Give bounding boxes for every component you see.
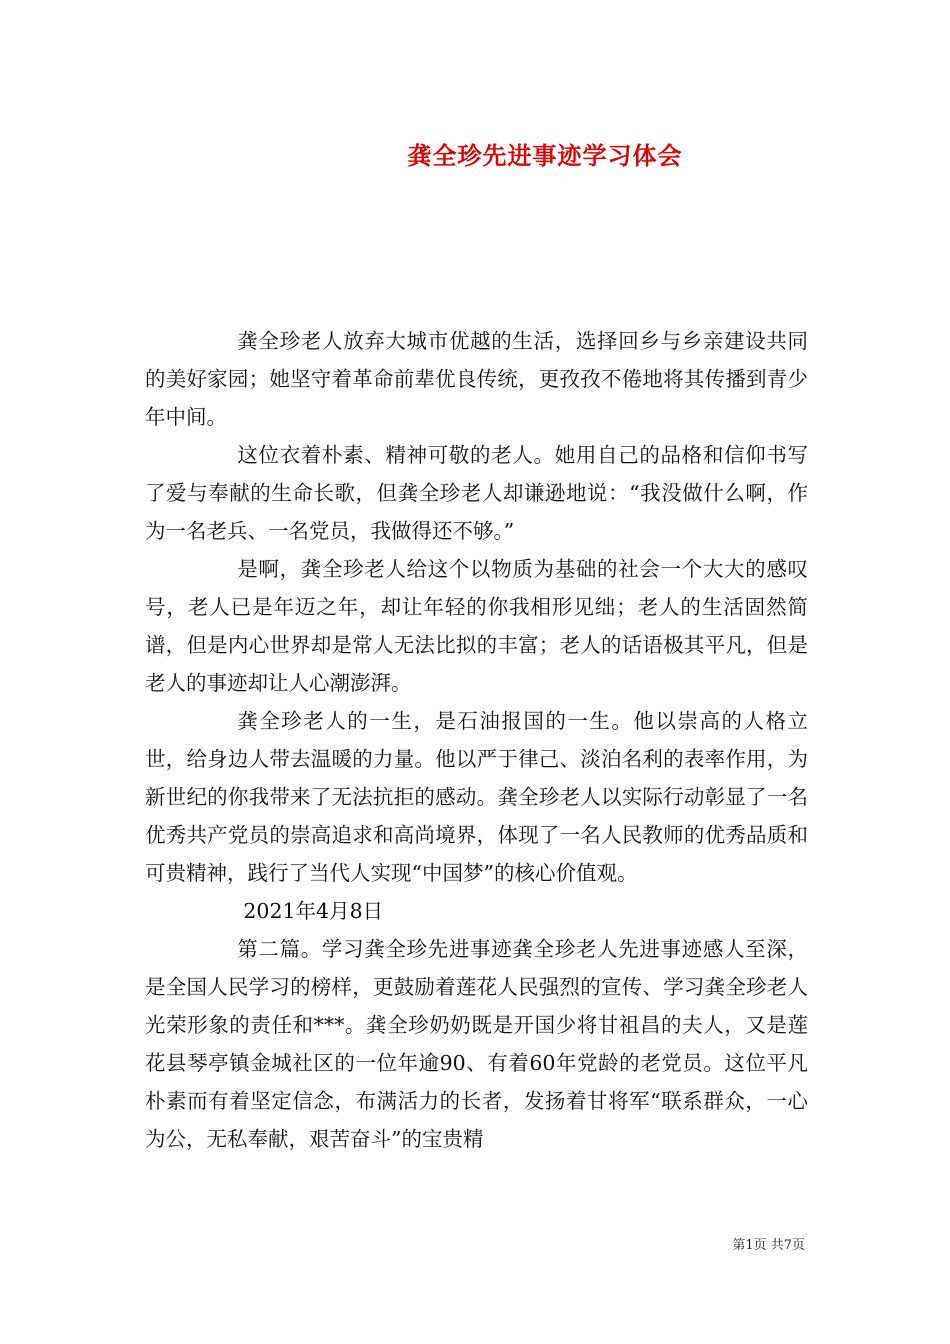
document-title: 龚全珍先进事迹学习体会 [407,141,683,170]
document-body [145,322,808,1158]
paragraph-1: 龚全珍老人放弃大城市优越的生活，选择回乡与乡亲建设共同的美好家园；她坚守着革命前辈优良传统，更孜孜不倦地将其传播到青少年中间。 [145,329,808,429]
paragraph-2: 这位衣着朴素、精神可敬的老人。她用自己的品格和信仰书写了爱与奉献的生命长歌，但龚全珍老人却谦逊地说：“我没做什么啊，作为一名老兵、一名党员，我做得还不够。” [145,443,808,543]
page-footer: 第1页 共7页 [732,1238,805,1253]
paragraph-4: 龚全珍老人的一生，是石油报国的一生。他以崇高的人格立世，给身边人带去温暖的力量。他以严于律己、淡泊名利的表率作用，为新世纪的你我带来了无法抗拒的感动。龚全珍老人以实际行动彰显了一名优秀共产党员的崇高追求和高尚境界，体现了一名人民教师的优秀品质和可贵精神，践行了当代人实现“中国梦”的核心价值观。 [145,709,808,885]
date-line: 2021年4月8日 [243,899,384,923]
second-article-paragraph: 第二篇。学习龚全珍先进事迹龚全珍老人先进事迹感人至深，是全国人民学习的榜样，更鼓励着莲花人民强烈的宣传、学习龚全珍老人光荣形象的责任和***。龚全珍奶奶既是开国少将甘祖昌的夫人，又是莲花县琴亭镇金城社区的一位年逾90、有着60年党龄的老党员。这位平凡朴素而有着坚定信念，布满活力的长者，发扬着甘将军“联系群众，一心为公，无私奉献，艰苦奋斗”的宝贵精 [145,937,808,1151]
paragraph-3: 是啊，龚全珍老人给这个以物质为基础的社会一个大大的感叹号，老人已是年迈之年，却让年轻的你我相形见绌；老人的生活固然简谱，但是内心世界却是常人无法比拟的丰富；老人的话语极其平凡，但是老人的事迹却让人心潮澎湃。 [145,557,808,695]
